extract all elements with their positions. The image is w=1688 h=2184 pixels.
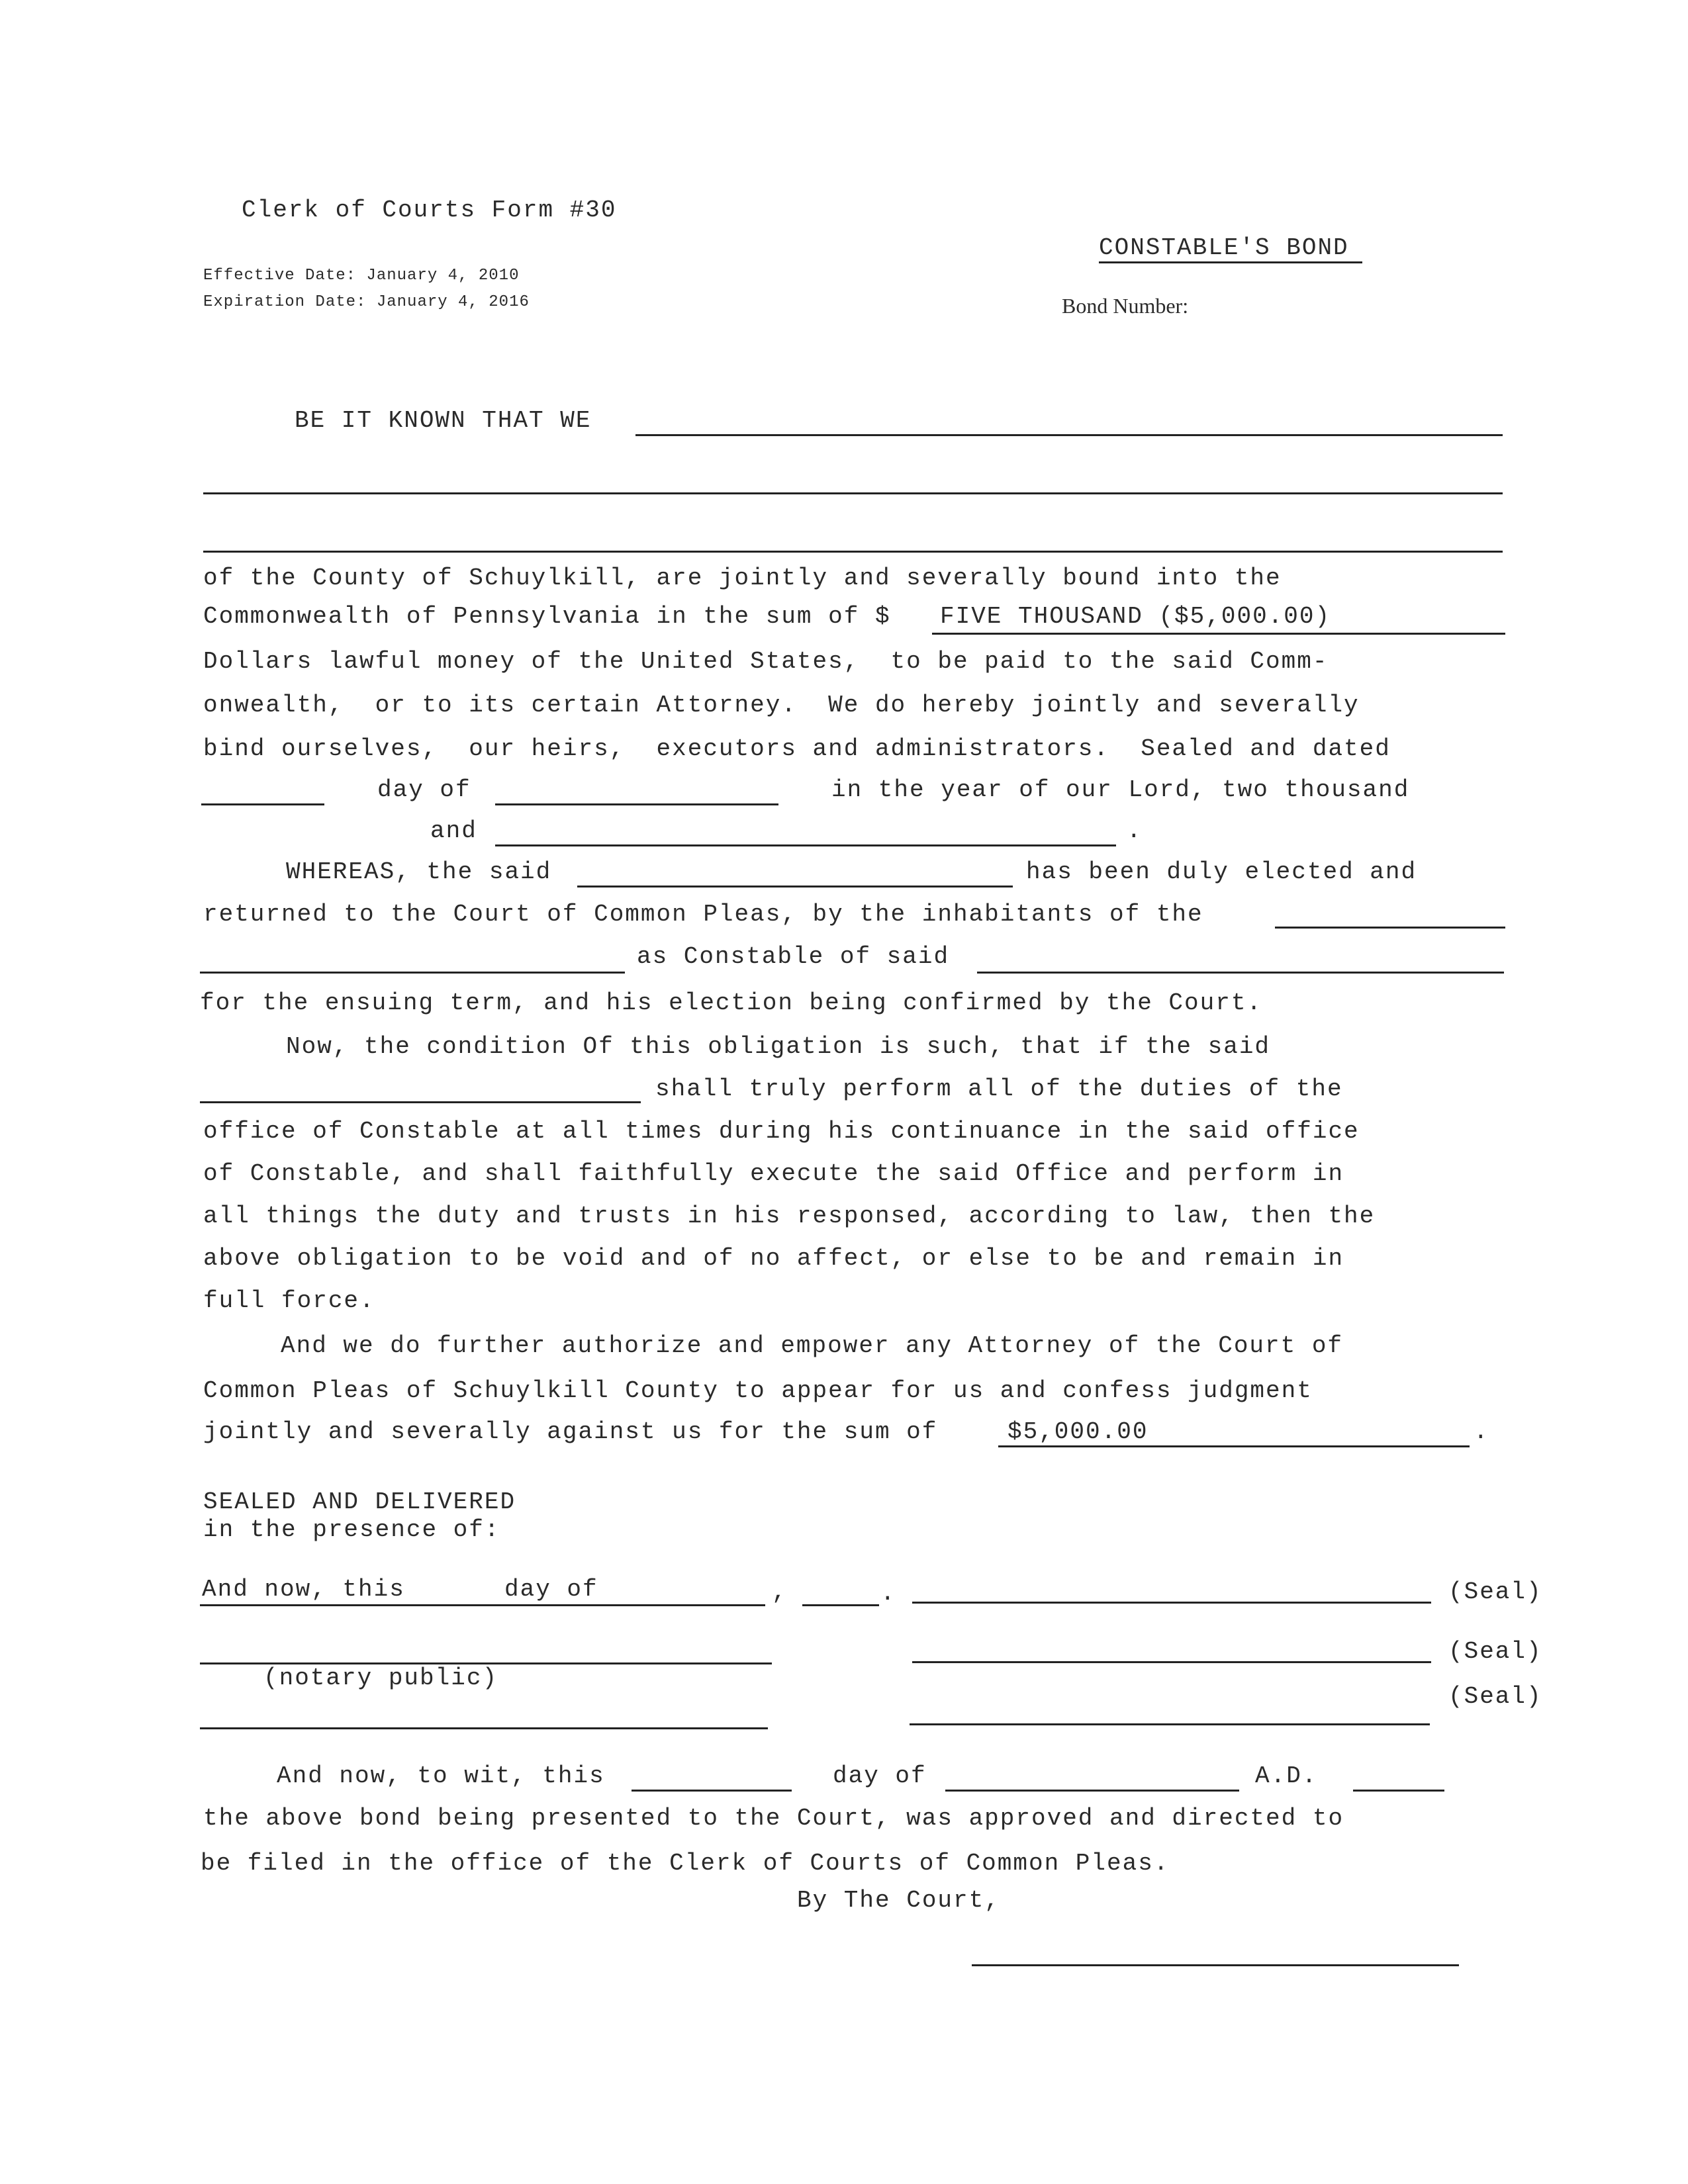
year-of-lord-label: in the year of our Lord, two thousand <box>831 776 1410 803</box>
obligor-names-line-3[interactable] <box>203 551 1503 553</box>
and-label: and <box>430 817 477 844</box>
approval-line3: be filed in the office of the Clerk of Courts of Common Pleas. <box>201 1850 1170 1877</box>
judge-signature-line[interactable] <box>972 1964 1459 1966</box>
bond-sum-text: FIVE THOUSAND ($5,000.00) <box>940 603 1331 630</box>
p1-line5: bind ourselves, our heirs, executors and administrators. Sealed and dated <box>203 735 1391 762</box>
year-period: . <box>1127 817 1143 844</box>
ensuing-term-label: for the ensuing term, and his election being confirmed by the Court. <box>200 989 1263 1017</box>
municipality-type-line[interactable] <box>1275 927 1505 929</box>
notary-public-label: (notary public) <box>263 1664 498 1692</box>
p3-line5: full force. <box>203 1287 375 1314</box>
constable-name-line-1[interactable] <box>577 886 1013 887</box>
bond-title: CONSTABLE'S BOND <box>1099 234 1349 261</box>
p1-line2: Commonwealth of Pennsylvania in the sum of $ <box>203 603 891 630</box>
approval-day-line[interactable] <box>632 1790 792 1792</box>
sealed-year-line[interactable] <box>495 844 1116 846</box>
approval-day-of-label: day of <box>833 1762 927 1790</box>
p4-line3: jointly and severally against us for the sum of <box>203 1418 938 1445</box>
bond-title-underline <box>1099 261 1362 263</box>
seal-label-2: (Seal) <box>1448 1638 1542 1665</box>
signature-line-1[interactable] <box>912 1602 1431 1604</box>
sealed-delivered-label: SEALED AND DELIVERED <box>203 1488 516 1516</box>
witness-comma: , <box>772 1578 788 1606</box>
by-the-court-label: By The Court, <box>797 1887 1000 1914</box>
approval-ad-label: A.D. <box>1255 1762 1318 1790</box>
constable-of-line[interactable] <box>977 972 1504 974</box>
signature-line-2[interactable] <box>912 1661 1431 1663</box>
whereas-label: WHEREAS, the said <box>286 858 552 886</box>
witness-year-line[interactable] <box>802 1604 879 1606</box>
condition-label: Now, the condition Of this obligation is such, that if the said <box>286 1033 1271 1060</box>
p4-line2: Common Pleas of Schuylkill County to appear for us and confess judgment <box>203 1377 1313 1404</box>
expiration-date: Expiration Date: January 4, 2016 <box>203 293 530 311</box>
effective-date: Effective Date: January 4, 2010 <box>203 267 520 285</box>
sealed-day-line[interactable] <box>201 803 324 805</box>
presence-of-label: in the presence of: <box>203 1516 500 1543</box>
p1-line4: onwealth, or to its certain Attorney. We do hereby jointly and severally <box>203 692 1360 719</box>
as-constable-label: as Constable of said <box>637 943 950 970</box>
sealed-month-line[interactable] <box>495 803 778 805</box>
p4-line1: And we do further authorize and empower any Attorney of the Court of <box>281 1332 1344 1359</box>
obligor-names-line-1[interactable] <box>635 434 1503 436</box>
witness-period: . <box>880 1580 896 1607</box>
judgment-sum-line[interactable] <box>998 1445 1470 1447</box>
bond-number-label: Bond Number: <box>1062 294 1189 318</box>
obligor-names-line-2[interactable] <box>203 492 1503 494</box>
returned-label: returned to the Court of Common Pleas, by the inhabitants of the <box>203 901 1203 928</box>
p3-line1: office of Constable at all times during his continuance in the said office <box>203 1118 1360 1145</box>
approval-year-line[interactable] <box>1353 1790 1444 1792</box>
constable-name-line-2[interactable] <box>200 1101 641 1103</box>
seal-label-1: (Seal) <box>1448 1578 1542 1606</box>
duly-elected-label: has been duly elected and <box>1026 858 1417 886</box>
approval-month-line[interactable] <box>945 1790 1239 1792</box>
p1-line1: of the County of Schuylkill, are jointly and severally bound into the <box>203 565 1282 592</box>
p3-line3: all things the duty and trusts in his responsed, according to law, then the <box>203 1203 1376 1230</box>
witness-date-line[interactable] <box>200 1604 765 1606</box>
p1-line3: Dollars lawful money of the United States, to be paid to the said Comm- <box>203 648 1329 675</box>
approval-line2: the above bond being presented to the Court, was approved and directed to <box>203 1805 1344 1832</box>
signature-line-3[interactable] <box>910 1723 1430 1725</box>
form-title: Clerk of Courts Form #30 <box>242 197 617 224</box>
bond-sum-line[interactable] <box>932 633 1505 635</box>
approval-to-wit-label: And now, to wit, this <box>277 1762 605 1790</box>
judgment-sum-text: $5,000.00 <box>1008 1418 1149 1445</box>
municipality-name-line[interactable] <box>200 972 625 974</box>
notary-line-2[interactable] <box>200 1727 768 1729</box>
seal-label-3: (Seal) <box>1448 1683 1542 1710</box>
day-of-label: day of <box>377 776 471 803</box>
witness-day-of-label: day of <box>504 1576 598 1603</box>
p3-line4: above obligation to be void and of no affect, or else to be and remain in <box>203 1245 1344 1272</box>
shall-truly-label: shall truly perform all of the duties of the <box>655 1075 1343 1103</box>
p3-line2: of Constable, and shall faithfully execute the said Office and perform in <box>203 1160 1344 1187</box>
be-it-known-label: BE IT KNOWN THAT WE <box>295 407 592 434</box>
judgment-period: . <box>1474 1418 1489 1445</box>
witness-and-now-label: And now, this <box>202 1576 405 1603</box>
